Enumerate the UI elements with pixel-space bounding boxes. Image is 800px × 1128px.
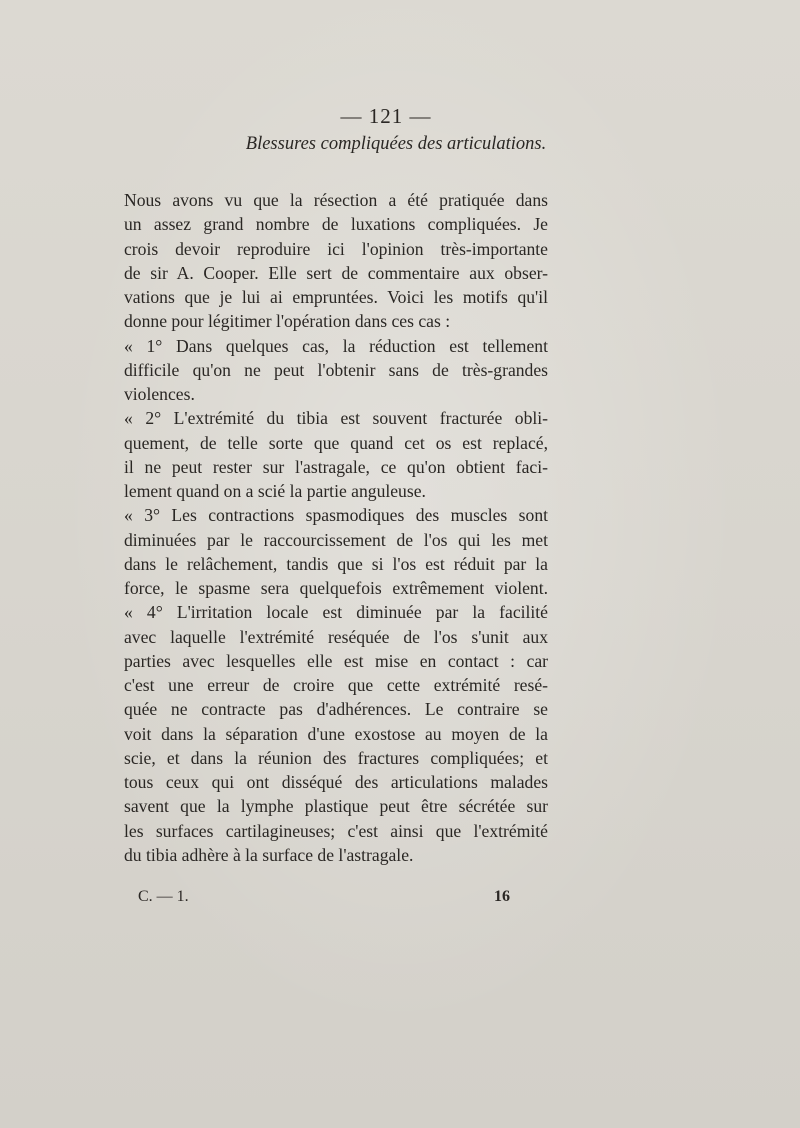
text-line: dans le relâchement, tandis que si l'os est réduit par la — [124, 553, 548, 574]
text-line: vations que je lui ai empruntées. Voici les motifs qu'il — [124, 287, 548, 307]
text-line: « 1° Dans quelques cas, la réduction est tellement — [124, 335, 548, 356]
body-text — [124, 188, 548, 867]
text-line: quement, de telle sorte que quand cet os est replacé, — [124, 432, 548, 453]
signature-mark: C. — 1. — [138, 888, 189, 905]
text-line: scie, et dans la réunion des fractures compliquées; et — [124, 747, 548, 768]
text-line: c'est une erreur de croire que cette extrémité resé- — [124, 675, 548, 695]
page-number-header: — 121 — — [340, 104, 432, 128]
text-line: crois devoir reproduire ici l'opinion très-importante — [124, 238, 548, 259]
text-line: il ne peut rester sur l'astragale, ce qu'on obtient faci- — [124, 456, 548, 477]
text-line: les surfaces cartilagineuses; c'est ainsi que l'extrémité — [124, 820, 548, 841]
text-line: donne pour légitimer l'opération dans ces cas : — [124, 311, 451, 332]
text-line: un assez grand nombre de luxations compliquées. Je — [124, 214, 548, 235]
text-line: voit dans la séparation d'une exostose au moyen de la — [124, 723, 548, 744]
text-line: du tibia adhère à la surface de l'astragale. — [124, 844, 414, 865]
text-line: « 3° Les contractions spasmodiques des muscles sont — [124, 505, 548, 526]
text-line: savent que la lymphe plastique peut être sécrétée sur — [124, 796, 548, 817]
text-line: de sir A. Cooper. Elle sert de commentaire aux obser- — [124, 262, 548, 283]
text-line: avec laquelle l'extrémité reséquée de l'os s'unit aux — [124, 626, 548, 647]
section-title: Blessures compliquées des articulations. — [245, 134, 547, 154]
text-line: difficile qu'on ne peut l'obtenir sans de très-grandes — [124, 359, 548, 380]
text-line: parties avec lesquelles elle est mise en contact : car — [124, 650, 548, 671]
text-line: lement quand on a scié la partie anguleuse. — [124, 481, 426, 501]
text-line: « 4° L'irritation locale est diminuée par la facilité — [124, 602, 548, 623]
text-line: « 2° L'extrémité du tibia est souvent fracturée obli- — [124, 408, 548, 429]
sheet-number: 16 — [494, 888, 510, 905]
text-line: Nous avons vu que la résection a été pratiquée dans — [124, 190, 548, 210]
text-line: diminuées par le raccourcissement de l'os qui les met — [124, 529, 548, 550]
text-line: violences. — [124, 384, 195, 404]
text-line: quée ne contracte pas d'adhérences. Le contraire se — [124, 699, 548, 720]
text-line: force, le spasme sera quelquefois extrêmement violent. — [124, 578, 548, 598]
text-line: tous ceux qui ont disséqué des articulations malades — [124, 772, 548, 792]
